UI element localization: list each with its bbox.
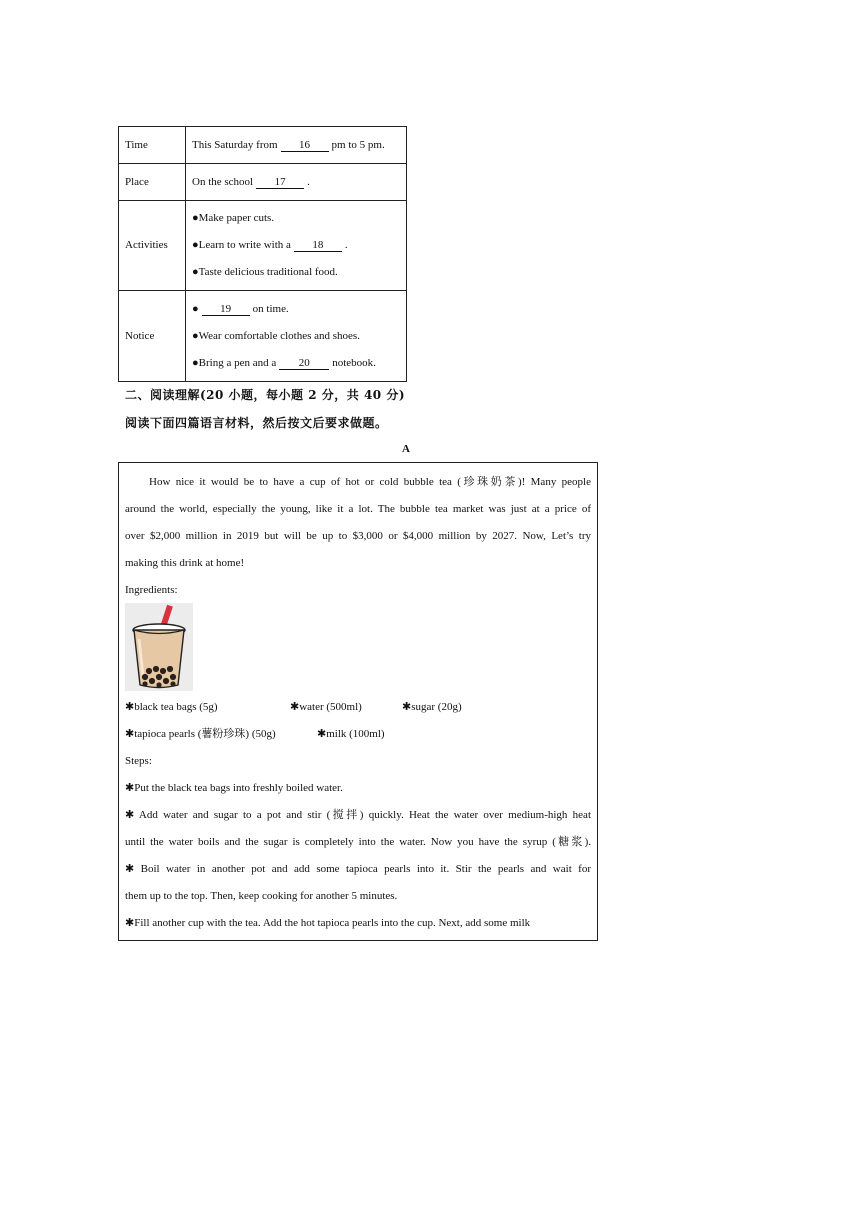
passage-line: How nice it would be to have a cup of hot or cold bubble tea (珍珠奶茶)! Many people [149,476,591,488]
bubble-tea-illustration [125,603,193,691]
table-row-place [119,164,407,201]
star-icon: ✱ [317,727,327,740]
ingredient-item [290,699,362,715]
passage-box [118,462,598,941]
row-content-activities [186,201,407,291]
row-content-time [186,127,407,164]
passage-letter: A [402,443,410,455]
activity-item [192,232,406,259]
star-icon: ✱ [125,781,135,794]
passage-line: making this drink at home! [125,557,245,569]
event-notice-table [118,126,407,382]
blank-18: 18 [294,239,342,252]
blank-16: 16 [281,139,329,152]
ingredient-item [402,699,462,715]
star-icon: ✱ [125,727,135,740]
ingredient-item [125,726,276,742]
step-text: Add water and sugar to a pot and stir (搅拌) quickly. Heat the water over medium-high heat [138,809,591,821]
step-line [125,861,591,877]
row-label-activities: Activities [119,201,186,291]
step-line [125,780,591,796]
step-line [125,807,591,823]
step-text: Fill another cup with the tea. Add the hot tapioca pearls into the cup. Next, add some milk [134,917,531,929]
notice-item [192,296,406,323]
notice-text-before: ●Bring a pen and a [192,356,277,369]
section-title: 二、阅读理解(20 小题，每小题 2 分，共 40 分) [125,388,405,402]
star-icon: ✱ [125,916,135,929]
star-icon: ✱ [402,700,412,713]
star-icon: ✱ [125,862,135,875]
row-label-notice: Notice [119,291,186,382]
step-line [125,915,591,931]
time-text-before: This Saturday from [192,138,278,151]
notice-item: ●Wear comfortable clothes and shoes. [192,329,360,342]
blank-19: 19 [202,303,250,316]
row-content-notice [186,291,407,382]
passage-line: around the world, especially the young, like it a lot. The bubble tea market was just at a price of [125,503,591,515]
star-icon: ✱ [125,700,135,713]
steps-heading: Steps: [125,755,152,767]
step-line: them up to the top. Then, keep cooking for another 5 minutes. [125,890,398,902]
step-text: Boil water in another pot and add some tapioca pearls into it. Stir the pearls and wait for [140,863,591,875]
section-instruction: 阅读下面四篇语言材料，然后按文后要求做题。 [125,416,388,430]
passage-line: over $2,000 million in 2019 but will be up to $3,000 or $4,000 million by 2027. Now, Let’s try [125,530,591,542]
row-label-place: Place [119,164,186,201]
row-label-time: Time [119,127,186,164]
blank-20: 20 [279,357,329,370]
notice-bullet: ● [192,302,199,315]
activity-text-before: ●Learn to write with a [192,239,291,251]
table-row-time [119,127,407,164]
ingredient-text: water (500ml) [299,701,362,713]
ingredient-item [125,699,218,715]
notice-text-after: on time. [252,302,289,315]
bubble-tea-icon [125,603,193,691]
ingredient-text: sugar (20g) [411,701,462,713]
row-content-place [186,164,407,201]
notice-text-after: notebook. [332,356,376,369]
ingredient-text: black tea bags (5g) [134,701,218,713]
place-text-before: On the school [192,175,254,188]
activity-item: ●Taste delicious traditional food. [192,266,338,278]
ingredients-heading: Ingredients: [125,584,178,596]
ingredient-item [317,726,385,742]
ingredient-text: milk (100ml) [326,728,385,740]
place-text-after: . [307,175,310,188]
notice-item [192,350,406,377]
ingredient-text: tapioca pearls (薯粉珍珠) (50g) [134,728,276,740]
table-row-activities [119,201,407,291]
activity-text-after: . [344,239,348,251]
time-text-after: pm to 5 pm. [331,138,385,151]
step-text: Put the black tea bags into freshly boiled water. [134,782,343,794]
blank-17: 17 [256,176,304,189]
activity-item: ●Make paper cuts. [192,212,275,224]
table-row-notice [119,291,407,382]
step-line: until the water boils and the sugar is completely into the water. Now you have the syrup (糖浆). [125,836,591,848]
star-icon: ✱ [290,700,300,713]
star-icon: ✱ [125,808,135,821]
